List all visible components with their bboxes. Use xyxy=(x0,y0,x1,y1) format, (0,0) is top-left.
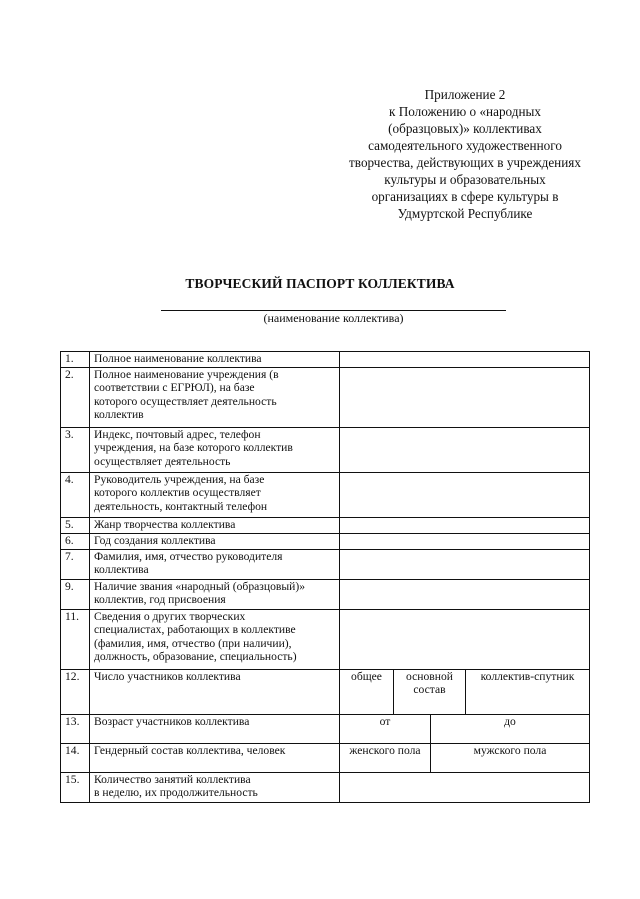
sub-header-main: основной состав xyxy=(394,670,466,715)
row-label: Жанр творчества коллектива xyxy=(90,518,340,534)
sub-header-female: женского пола xyxy=(340,744,431,773)
value-cell xyxy=(340,473,590,518)
sub-header-to: до xyxy=(431,715,590,744)
value-cell xyxy=(340,368,590,428)
row-label: Возраст участников коллектива xyxy=(90,715,340,744)
table-row xyxy=(61,715,590,744)
row-number: 2. xyxy=(61,368,90,428)
appendix-line: (образцовых)» коллективах xyxy=(388,121,542,136)
appendix-line: организациях в сфере культуры в xyxy=(371,189,559,204)
row-label: Полное наименование коллектива xyxy=(90,352,340,368)
row-label: Количество занятий коллектива в неделю, их продолжительность xyxy=(90,773,340,803)
row-label: Гендерный состав коллектива, человек xyxy=(90,744,340,773)
row-number: 1. xyxy=(61,352,90,368)
sub-header-from: от xyxy=(340,715,431,744)
table-row xyxy=(61,534,590,550)
table-row xyxy=(61,518,590,534)
table-row xyxy=(61,352,590,368)
row-number: 14. xyxy=(61,744,90,773)
row-label: Сведения о других творческих специалистах, работающих в коллективе (фамилия, имя, отчество (при наличии), должность, образование, специальность) xyxy=(90,610,340,670)
value-cell xyxy=(340,518,590,534)
sub-header-male: мужского пола xyxy=(431,744,590,773)
value-cell xyxy=(340,428,590,473)
value-cell xyxy=(340,352,590,368)
row-number: 12. xyxy=(61,670,90,715)
row-label: Полное наименование учреждения (в соответствии с ЕГРЮЛ), на базе которого осуществляет деятельность коллектив xyxy=(90,368,340,428)
value-cell xyxy=(340,610,590,670)
value-cell xyxy=(340,773,590,803)
passport-table xyxy=(60,351,590,803)
table-row xyxy=(61,670,590,715)
row-number: 7. xyxy=(61,550,90,580)
row-label: Число участников коллектива xyxy=(90,670,340,715)
row-number: 11. xyxy=(61,610,90,670)
table-row xyxy=(61,580,590,610)
document-title: ТВОРЧЕСКИЙ ПАСПОРТ КОЛЛЕКТИВА xyxy=(185,276,455,291)
table-row xyxy=(61,610,590,670)
table-row xyxy=(61,473,590,518)
table-row xyxy=(61,428,590,473)
sub-header-satellite: коллектив-спутник xyxy=(466,670,590,715)
value-cell xyxy=(340,534,590,550)
value-cell xyxy=(340,580,590,610)
appendix-header xyxy=(300,86,630,222)
sub-header-total: общее xyxy=(340,670,394,715)
row-label: Наличие звания «народный (образцовый)» коллектив, год присвоения xyxy=(90,580,340,610)
appendix-line: самодеятельного художественного xyxy=(368,138,562,153)
value-cell xyxy=(340,550,590,580)
table-row xyxy=(61,744,590,773)
appendix-line: к Положению о «народных xyxy=(389,104,541,119)
row-label: Фамилия, имя, отчество руководителя коллектива xyxy=(90,550,340,580)
row-label: Руководитель учреждения, на базе которого коллектив осуществляет деятельность, контактный телефон xyxy=(90,473,340,518)
table-row xyxy=(61,368,590,428)
row-label: Год создания коллектива xyxy=(90,534,340,550)
row-number: 6. xyxy=(61,534,90,550)
row-number: 5. xyxy=(61,518,90,534)
appendix-line: Удмуртской Республике xyxy=(397,206,533,221)
table-row xyxy=(61,773,590,803)
row-number: 4. xyxy=(61,473,90,518)
row-number: 9. xyxy=(61,580,90,610)
table-row xyxy=(61,550,590,580)
appendix-line: творчества, действующих в учреждениях xyxy=(349,155,581,170)
row-number: 15. xyxy=(61,773,90,803)
collective-name-caption: (наименование коллектива) xyxy=(263,311,404,325)
row-number: 3. xyxy=(61,428,90,473)
appendix-line: культуры и образовательных xyxy=(384,172,546,187)
row-label: Индекс, почтовый адрес, телефон учреждения, на базе которого коллектив осуществляет деятельность xyxy=(90,428,340,473)
appendix-line: Приложение 2 xyxy=(424,87,506,102)
row-number: 13. xyxy=(61,715,90,744)
